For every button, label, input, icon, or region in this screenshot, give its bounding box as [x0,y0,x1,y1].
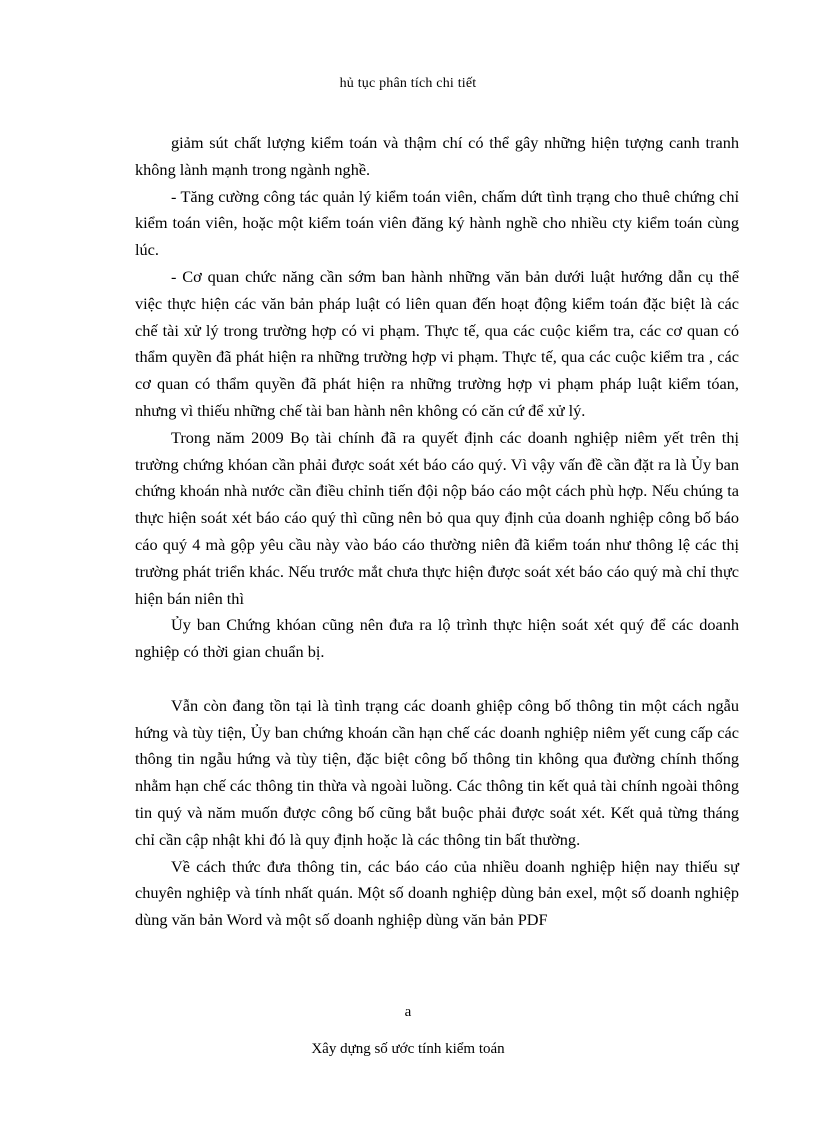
page-footer: Xây dựng số ước tính kiểm toán [311,1041,505,1057]
paragraph-2: - Tăng cường công tác quản lý kiểm toán viên, chấm dứt tình trạng cho thuê chứng chỉ kiểm toán viên, hoặc một kiểm toán viên đăng ký hành nghề cho nhiều cty kiểm toán cùng lúc. [135,186,739,260]
paragraph-7: Về cách thức đưa thông tin, các báo cáo của nhiều doanh nghiệp hiện nay thiếu sự chuyên nghiệp và tính nhất quán. Một số doanh nghiệp dùng bản exel, một số doanh nghiệp dùng văn bản Word và một số doanh nghiệp dùng văn bản PDF [135,856,739,930]
page-header: hủ tục phân tích chi tiết [339,76,477,91]
paragraph-3: - Cơ quan chức năng cần sớm ban hành những văn bản dưới luật hướng dẫn cụ thể việc thực hiện các văn bản pháp luật có liên quan đến hoạt động kiểm toán đặc biệt là các chế tài xử lý trong trường hợp có vi phạm. Thực tế, qua các cuộc kiểm tra, các cơ quan có thẩm quyền đã phát hiện ra những trường hợp vi phạm. Thực tế, qua các cuộc kiểm tra , các cơ quan có thẩm quyền đã phát hiện ra những trường hợp vi phạm pháp luật kiểm tóan, nhưng vì thiếu những chế tài ban hành nên không có căn cứ để xử lý. [135,266,739,420]
paragraph-1: giảm sút chất lượng kiểm toán và thậm chí có thể gây những hiện tượng canh tranh không lành mạnh trong ngành nghề. [135,133,739,179]
document-body [135,130,739,934]
page-marker: a [404,1004,412,1020]
paragraph-5: Ủy ban Chứng khóan cũng nên đưa ra lộ trình thực hiện soát xét quý để các doanh nghiệp có thời gian chuẩn bị. [135,615,739,662]
paragraph-6: Vẫn còn đang tồn tại là tình trạng các doanh ghiệp công bố thông tin một cách ngẫu hứng và tùy tiện, Ủy ban chứng khoán cần hạn chế các doanh nghiệp niêm yết cung cấp các thông tin ngẫu hứng và tùy tiện, đặc biệt công bố thông tin không qua đường chính thống nhằm hạn chế các thông tin thừa và ngoài luồng. Các thông tin kết quả tài chính ngoài thông tin quý và năm muốn được công bố cũng bắt buộc phải được soát xét. Kết quả từng tháng chỉ cần cập nhật khi đó là quy định hoặc là các thông tin bất thường. [135,695,739,849]
paragraph-4: Trong năm 2009 Bọ tài chính đã ra quyết định các doanh nghiệp niêm yết trên thị trường chứng khóan cần phải được soát xét báo cáo quý. Vì vậy vấn đề cần đặt ra là Ủy ban chứng khoán nhà nước cần điều chỉnh tiến đội nộp báo cáo một cách phù hợp. Nếu chúng ta thực hiện soát xét báo cáo quý thì cũng nên bỏ qua quy định của doanh nghiệp công bố báo cáo quý 4 mà gộp yêu cầu này vào báo cáo thường niên đã kiểm toán như thông lệ các thị trường phát triển khác. Nếu trước mắt chưa thực hiện được soát xét báo cáo quý mà chỉ thực hiện bán niên thì [135,427,739,608]
